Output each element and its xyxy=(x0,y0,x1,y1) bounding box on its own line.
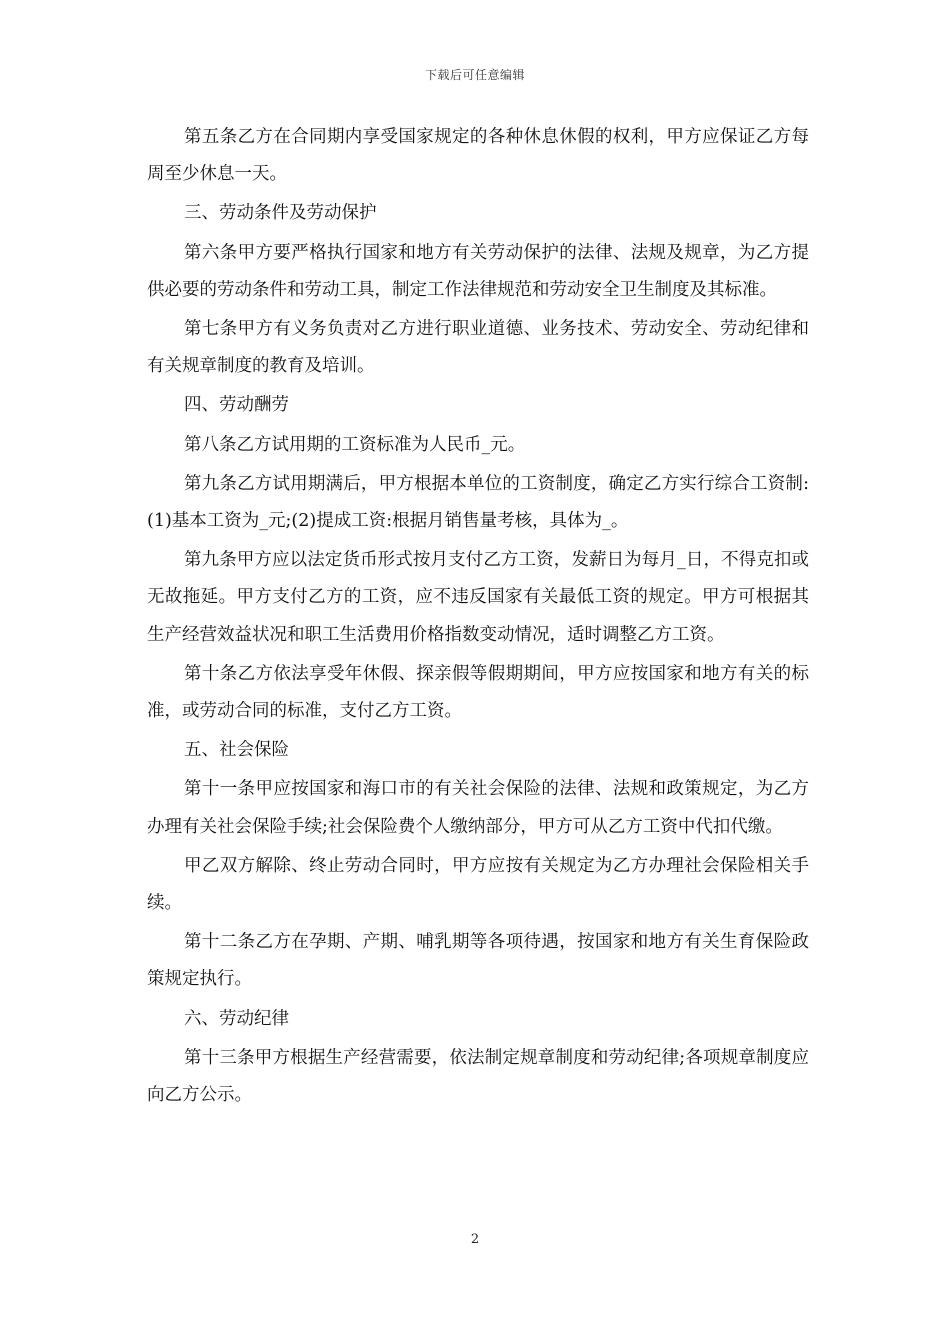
paragraph-article-9a: 第九条乙方试用期满后，甲方根据本单位的工资制度，确定乙方实行综合工资制:(1)基本工资为_元;(2)提成工资:根据月销售量考核，具体为_。 xyxy=(147,473,809,532)
paragraph-article-8: 第八条乙方试用期的工资标准为人民币_元。 xyxy=(184,434,526,455)
page-number: 2 xyxy=(470,1232,480,1247)
paragraph-article-5: 第五条乙方在合同期内享受国家规定的各种休息休假的权利，甲方应保证乙方每周至少休息一天。 xyxy=(147,127,809,185)
paragraph-article-9b: 第九条甲方应以法定货币形式按月支付乙方工资，发薪日为每月_日，不得克扣或无故拖延。甲方支付乙方的工资，应不违反国家有关最低工资的规定。甲方可根据其生产经营效益状况和职工生活费用价格指数变动情况，适时调整乙方工资。 xyxy=(147,550,809,645)
section-heading-social-insurance: 五、社会保险 xyxy=(184,740,289,761)
paragraph-article-7: 第七条甲方有义务负责对乙方进行职业道德、业务技术、劳动安全、劳动纪律和有关规章制度的教育及培训。 xyxy=(147,319,809,377)
document-body xyxy=(147,119,809,1116)
paragraph-article-11: 第十一条甲应按国家和海口市的有关社会保险的法律、法规和政策规定，为乙方办理有关社会保险手续;社会保险费个人缴纳部分，甲方可从乙方工资中代扣代缴。 xyxy=(147,779,809,837)
page-header: 下载后可任意编辑 xyxy=(424,68,525,82)
section-heading-labor-conditions: 三、劳动条件及劳动保护 xyxy=(184,203,377,224)
paragraph-insurance-termination: 甲乙双方解除、终止劳动合同时，甲方应按有关规定为乙方办理社会保险相关手续。 xyxy=(147,855,809,914)
section-heading-labor-discipline: 六、劳动纪律 xyxy=(184,1008,289,1029)
paragraph-article-6: 第六条甲方要严格执行国家和地方有关劳动保护的法律、法规及规章，为乙方提供必要的劳动条件和劳动工具，制定工作法律规范和劳动安全卫生制度及其标准。 xyxy=(147,242,809,300)
section-heading-remuneration: 四、劳动酬劳 xyxy=(184,395,289,416)
paragraph-article-12: 第十二条乙方在孕期、产期、哺乳期等各项待遇，按国家和地方有关生育保险政策规定执行。 xyxy=(147,932,809,990)
paragraph-article-10: 第十条乙方依法享受年休假、探亲假等假期期间，甲方应按国家和地方有关的标准，或劳动合同的标准，支付乙方工资。 xyxy=(147,663,809,722)
paragraph-article-13: 第十三条甲方根据生产经营需要，依法制定规章制度和劳动纪律;各项规章制度应向乙方公示。 xyxy=(147,1047,809,1106)
